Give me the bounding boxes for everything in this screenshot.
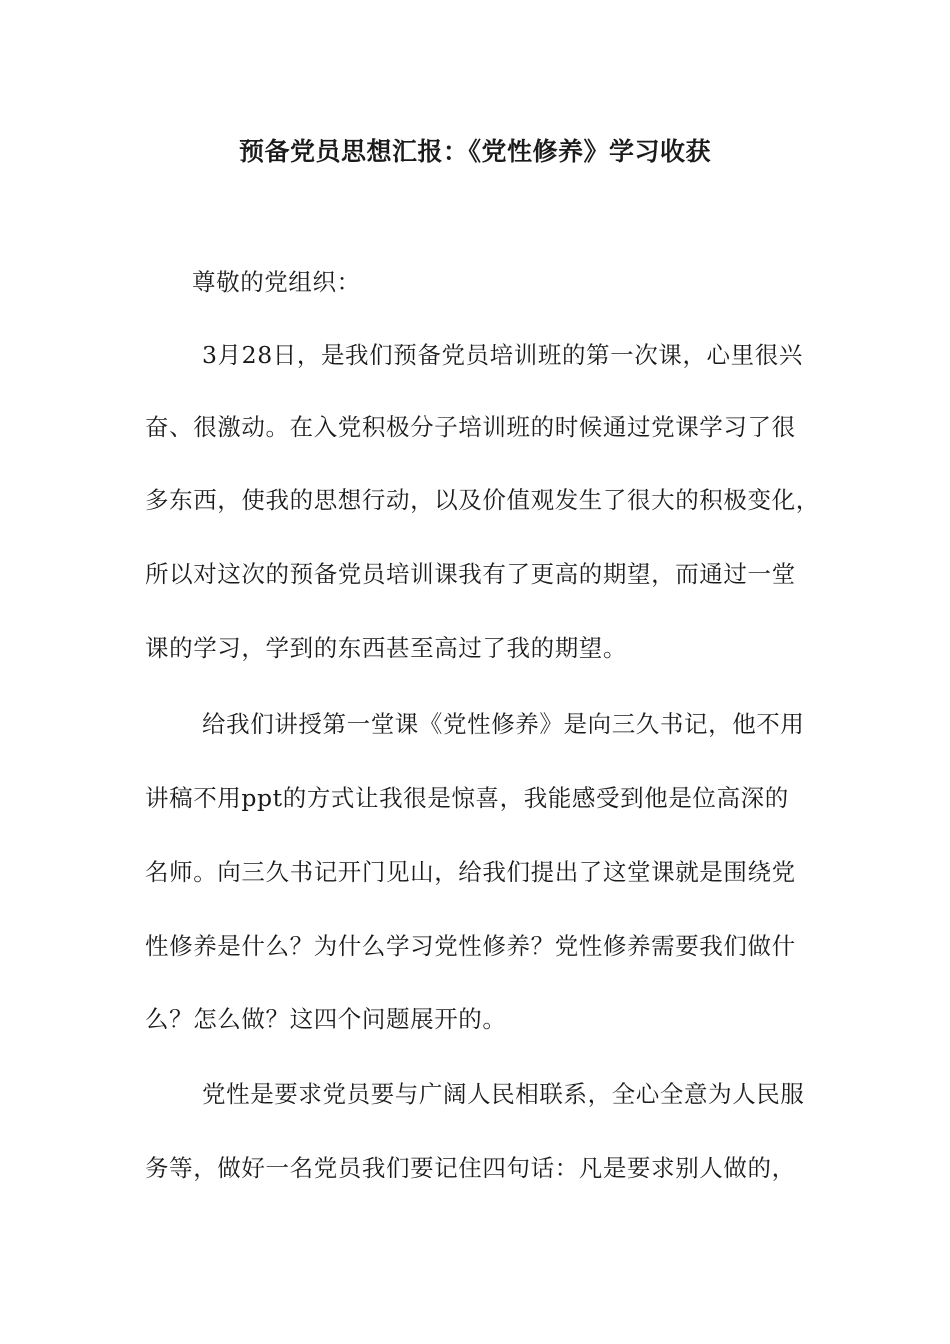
paragraph-3-line-2: 务等，做好一名党员我们要记住四句话：凡是要求别人做的， — [145, 1154, 796, 1182]
paragraph-3-line-1: 党性是要求党员要与广阔人民相联系，全心全意为人民服 — [202, 1080, 805, 1108]
paragraph-1-line-2: 奋、很激动。在入党积极分子培训班的时候通过党课学习了很 — [145, 413, 796, 441]
paragraph-1-line-4: 所以对这次的预备党员培训课我有了更高的期望，而通过一堂 — [145, 560, 796, 588]
document-title: 预备党员思想汇报：《党性修养》学习收获 — [238, 137, 711, 166]
paragraph-2-line-1: 给我们讲授第一堂课《党性修养》是向三久书记，他不用 — [202, 710, 805, 738]
paragraph-1-line-1: 3月28日，是我们预备党员培训班的第一次课，心里很兴 — [202, 341, 803, 369]
paragraph-1-line-5: 课的学习，学到的东西甚至高过了我的期望。 — [145, 634, 627, 662]
paragraph-1-line-3: 多东西，使我的思想行动，以及价值观发生了很大的积极变化， — [145, 486, 820, 514]
paragraph-2-line-5: 么？怎么做？这四个问题展开的。 — [145, 1005, 507, 1033]
paragraph-2-line-2: 讲稿不用ppt的方式让我很是惊喜，我能感受到他是位高深的 — [145, 784, 789, 812]
paragraph-2-line-3: 名师。向三久书记开门见山，给我们提出了这堂课就是围绕党 — [145, 858, 796, 886]
salutation: 尊敬的党组织： — [192, 268, 361, 296]
paragraph-2-line-4: 性修养是什么？为什么学习党性修养？党性修养需要我们做什 — [145, 932, 796, 960]
